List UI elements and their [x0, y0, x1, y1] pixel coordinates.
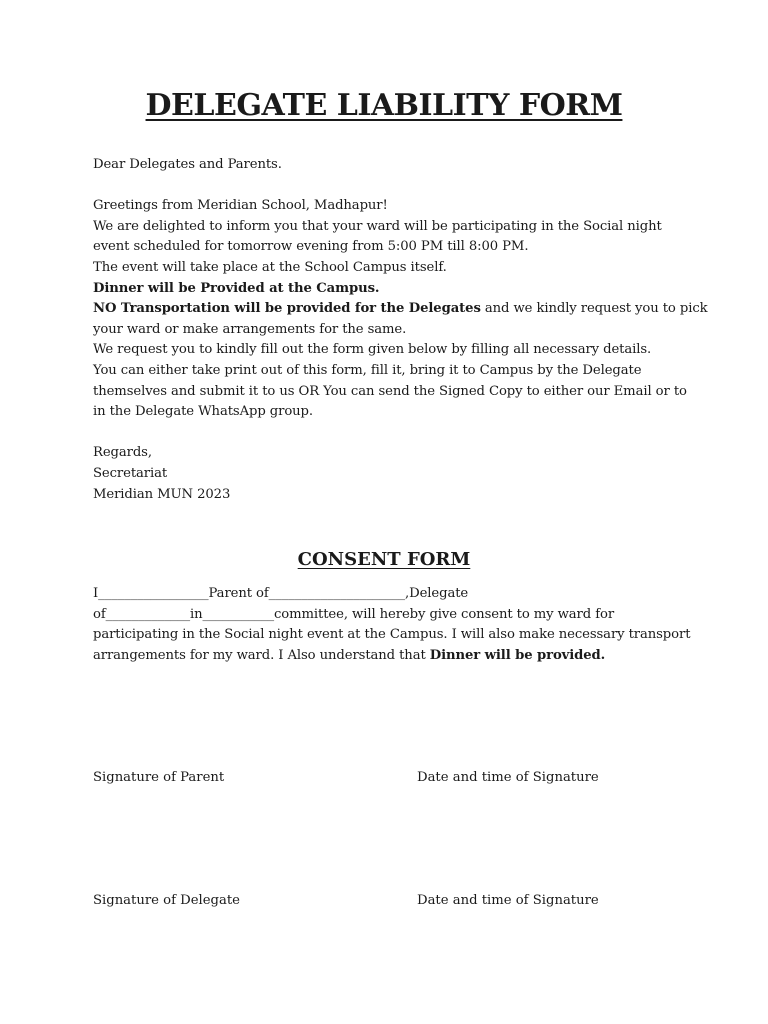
consent-line — [93, 646, 683, 667]
letter-regards: Regards, — [93, 445, 152, 461]
letter-paragraph-line: We are delighted to inform you that your ward will be participating in the Social night — [93, 218, 662, 234]
letter-body — [93, 155, 708, 505]
letter-sender: Secretariat — [93, 465, 168, 481]
delegate-date-label: Date and time of Signature — [417, 893, 599, 908]
consent-body — [93, 584, 691, 666]
letter-paragraph-line: event scheduled for tomorrow evening from 5:00 PM till 8:00 PM. — [93, 239, 529, 255]
consent-dinner-bold: Dinner will be provided. — [429, 647, 606, 663]
letter-paragraph-line: The event will take place at the School Campus itself. — [93, 259, 447, 275]
letter-paragraph-line: your ward or make arrangements for the same. — [93, 321, 407, 337]
transport-notice-rest: and we kindly request you to pick — [480, 301, 708, 317]
page-title: DELEGATE LIABILITY FORM — [145, 88, 623, 123]
letter-paragraph-line: in the Delegate WhatsApp group. — [93, 404, 313, 420]
transport-notice — [93, 299, 708, 320]
letter-paragraph-line: themselves and submit it to us OR You can send the Signed Copy to either our Email or to — [93, 383, 687, 399]
letter-paragraph-line: You can either take print out of this form, fill it, bring it to Campus by the Delegate — [93, 362, 642, 378]
parent-date-label: Date and time of Signature — [417, 770, 599, 785]
transport-notice-bold: NO Transportation will be provided for the Delegates — [93, 301, 481, 317]
spacer — [93, 176, 683, 197]
spacer — [93, 423, 683, 444]
letter-sender: Meridian MUN 2023 — [93, 486, 231, 502]
letter-salutation: Dear Delegates and Parents. — [93, 157, 282, 172]
letter-paragraph-line: We request you to kindly fill out the form given below by filling all necessary details. — [93, 342, 652, 358]
consent-line: of_____________in___________committee, will hereby give consent to my ward for — [93, 606, 615, 622]
parent-signature-label: Signature of Parent — [93, 770, 225, 785]
consent-line-text: arrangements for my ward. I Also understand that — [93, 647, 430, 663]
consent-line: I_________________Parent of_____________________,Delegate — [93, 586, 469, 601]
letter-greeting: Greetings from Meridian School, Madhapur! — [93, 198, 388, 214]
delegate-signature-label: Signature of Delegate — [93, 893, 240, 908]
consent-form-title: CONSENT FORM — [297, 549, 471, 570]
dinner-notice: Dinner will be Provided at the Campus. — [93, 280, 380, 296]
consent-line: participating in the Social night event at the Campus. I will also make necessary transport — [93, 627, 691, 643]
